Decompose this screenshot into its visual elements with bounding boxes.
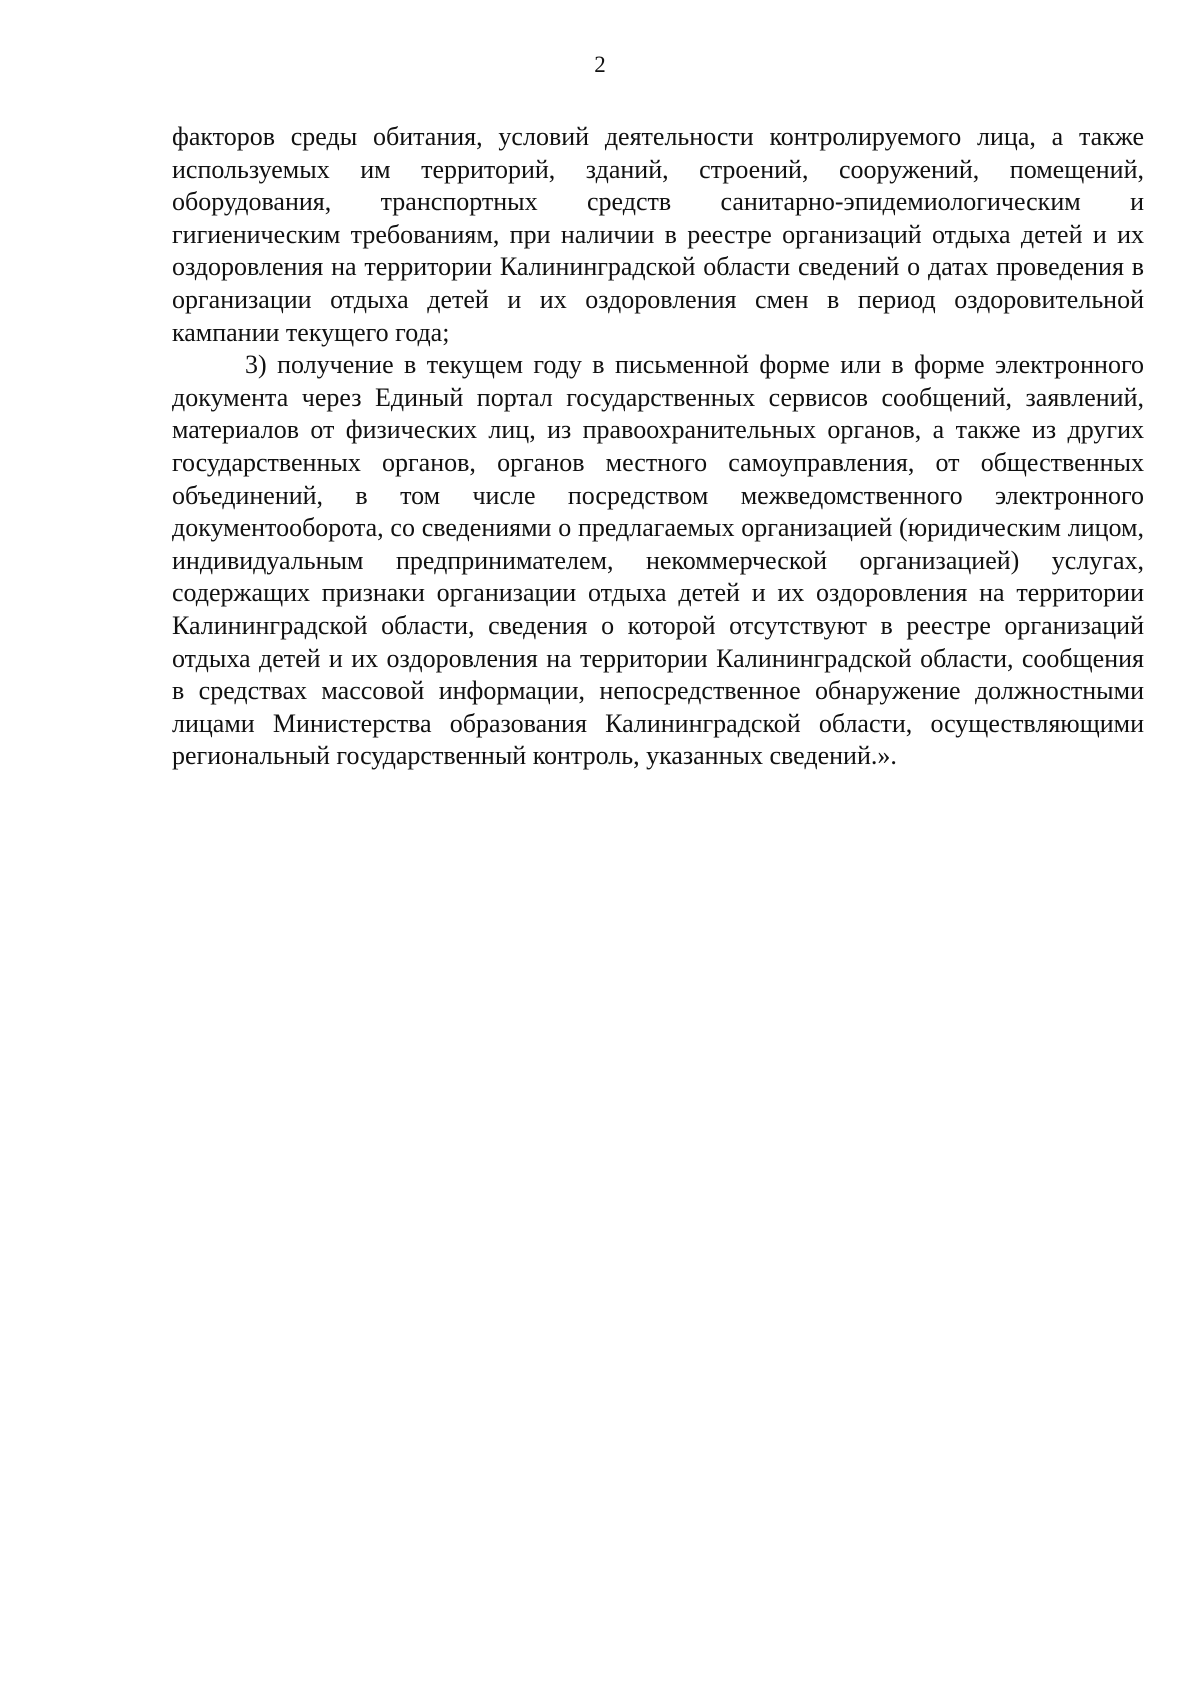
- paragraph-continuation: факторов среды обитания, условий деятельности контролируемого лица, а также используемых им территорий, зданий, строений, сооружений, помещений, оборудования, транспортных средств санитарно-эпидемиологическим и гигиеническим требованиям, при наличии в реестре организаций отдыха детей и их оздоровления на территории Калининградской области сведений о датах проведения в организации отдыха детей и их оздоровления смен в период оздоровительной кампании текущего года;: [172, 122, 1144, 347]
- page-number: 2: [594, 52, 606, 77]
- document-body: [172, 121, 1144, 773]
- paragraph-item-3: 3) получение в текущем году в письменной форме или в форме электронного документа через Единый портал государственных сервисов сообщений, заявлений, материалов от физических лиц, из правоохранительных органов, а также из других государственных органов, органов местного самоуправления, от общественных объединений, в том числе посредством межведомственного электронного документооборота, со сведениями о предлагаемых организацией (юридическим лицом, индивидуальным предпринимателем, некоммерческой организацией) услугах, содержащих признаки организации отдыха детей и их оздоровления на территории Калининградской области, сведения о которой отсутствуют в реестре организаций отдыха детей и их оздоровления на территории Калининградской области, сообщения в средствах массовой информации, непосредственное обнаружение должностными лицами Министерства образования Калининградской области, осуществляющими региональный государственный контроль, указанных сведений.».: [172, 350, 1144, 771]
